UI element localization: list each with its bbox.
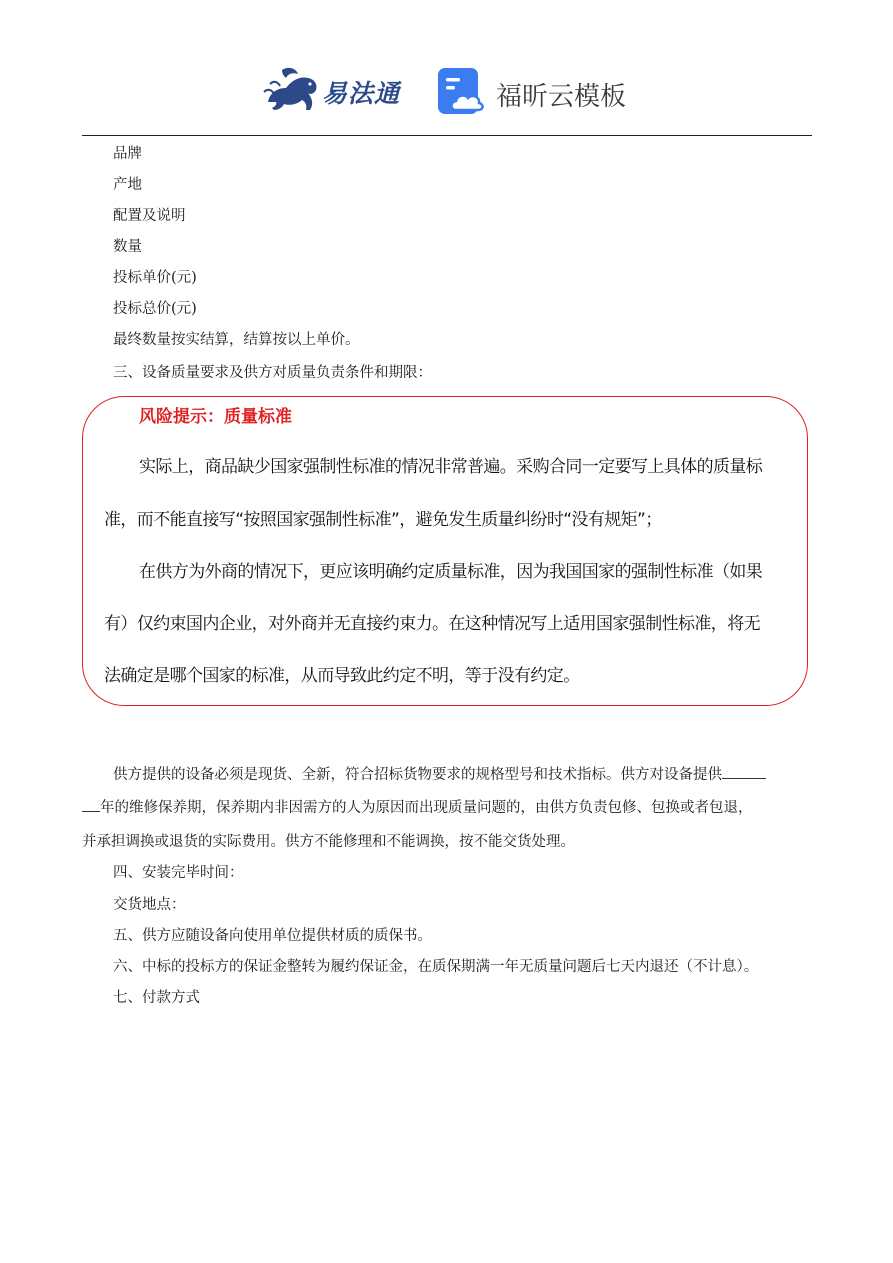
supply-text-1: 供方提供的设备必须是现货、全新，符合招标货物要求的规格型号和技术指标。供方对设备提供 <box>113 767 722 783</box>
warranty-years-blank[interactable] <box>722 764 766 779</box>
risk-paragraph-2-line-1: 在供方为外商的情况下，更应该明确约定质量标准，因为我国国家的强制性标准（如果 <box>139 562 763 582</box>
field-unit-price: 投标单价(元) <box>113 270 197 286</box>
delivery-location: 交货地点： <box>113 897 186 913</box>
warranty-years-blank-continued[interactable] <box>82 797 100 812</box>
risk-paragraph-1-line-2: 准，而不能直接写“按照国家强制性标准”，避免发生质量纠纷时“没有规矩”； <box>104 510 662 530</box>
yifatong-logo <box>262 62 412 114</box>
risk-paragraph-2-line-3: 法确定是哪个国家的标准，从而导致此约定不明，等于没有约定。 <box>104 666 580 686</box>
supply-paragraph-line-1 <box>113 764 766 784</box>
qilin-logo-icon <box>262 62 324 114</box>
fuxin-logo-text: 福昕云模板 <box>496 82 627 112</box>
section-4-heading: 四、安装完毕时间： <box>113 865 244 881</box>
field-brand: 品牌 <box>113 146 142 162</box>
field-quantity: 数量 <box>113 239 142 255</box>
section-7-heading: 七、付款方式 <box>113 990 200 1006</box>
section-3-heading: 三、设备质量要求及供方对质量负责条件和期限： <box>113 365 432 381</box>
settlement-note: 最终数量按实结算，结算按以上单价。 <box>113 332 360 348</box>
supply-paragraph-line-3: 并承担调换或退货的实际费用。供方不能修理和不能调换，按不能交货处理。 <box>82 834 575 850</box>
section-6-text: 六、中标的投标方的保证金整转为履约保证金，在质保期满一年无质量问题后七天内退还（不计息）。 <box>113 959 759 975</box>
yifatong-logo-text: 易法通 <box>322 79 401 108</box>
document-header <box>0 58 893 120</box>
supply-paragraph-line-2 <box>82 797 753 817</box>
field-origin: 产地 <box>113 177 142 193</box>
header-divider <box>82 135 812 136</box>
risk-warning-title: 风险提示：质量标准 <box>139 407 292 427</box>
fuxin-logo <box>436 66 636 116</box>
risk-paragraph-2-line-2: 有）仅约束国内企业，对外商并无直接约束力。在这种情况写上适用国家强制性标准，将无 <box>104 614 760 634</box>
supply-text-2: 年的维修保养期，保养期内非因需方的人为原因而出现质量问题的，由供方负责包修、包换或者包退， <box>100 800 753 816</box>
field-total-price: 投标总价(元) <box>113 301 197 317</box>
risk-warning-box <box>82 396 808 706</box>
field-config: 配置及说明 <box>113 208 186 224</box>
risk-paragraph-1-line-1: 实际上，商品缺少国家强制性标准的情况非常普遍。采购合同一定要写上具体的质量标 <box>139 457 763 477</box>
section-5-text: 五、供方应随设备向使用单位提供材质的质保书。 <box>113 928 432 944</box>
cloud-document-icon <box>436 66 486 116</box>
